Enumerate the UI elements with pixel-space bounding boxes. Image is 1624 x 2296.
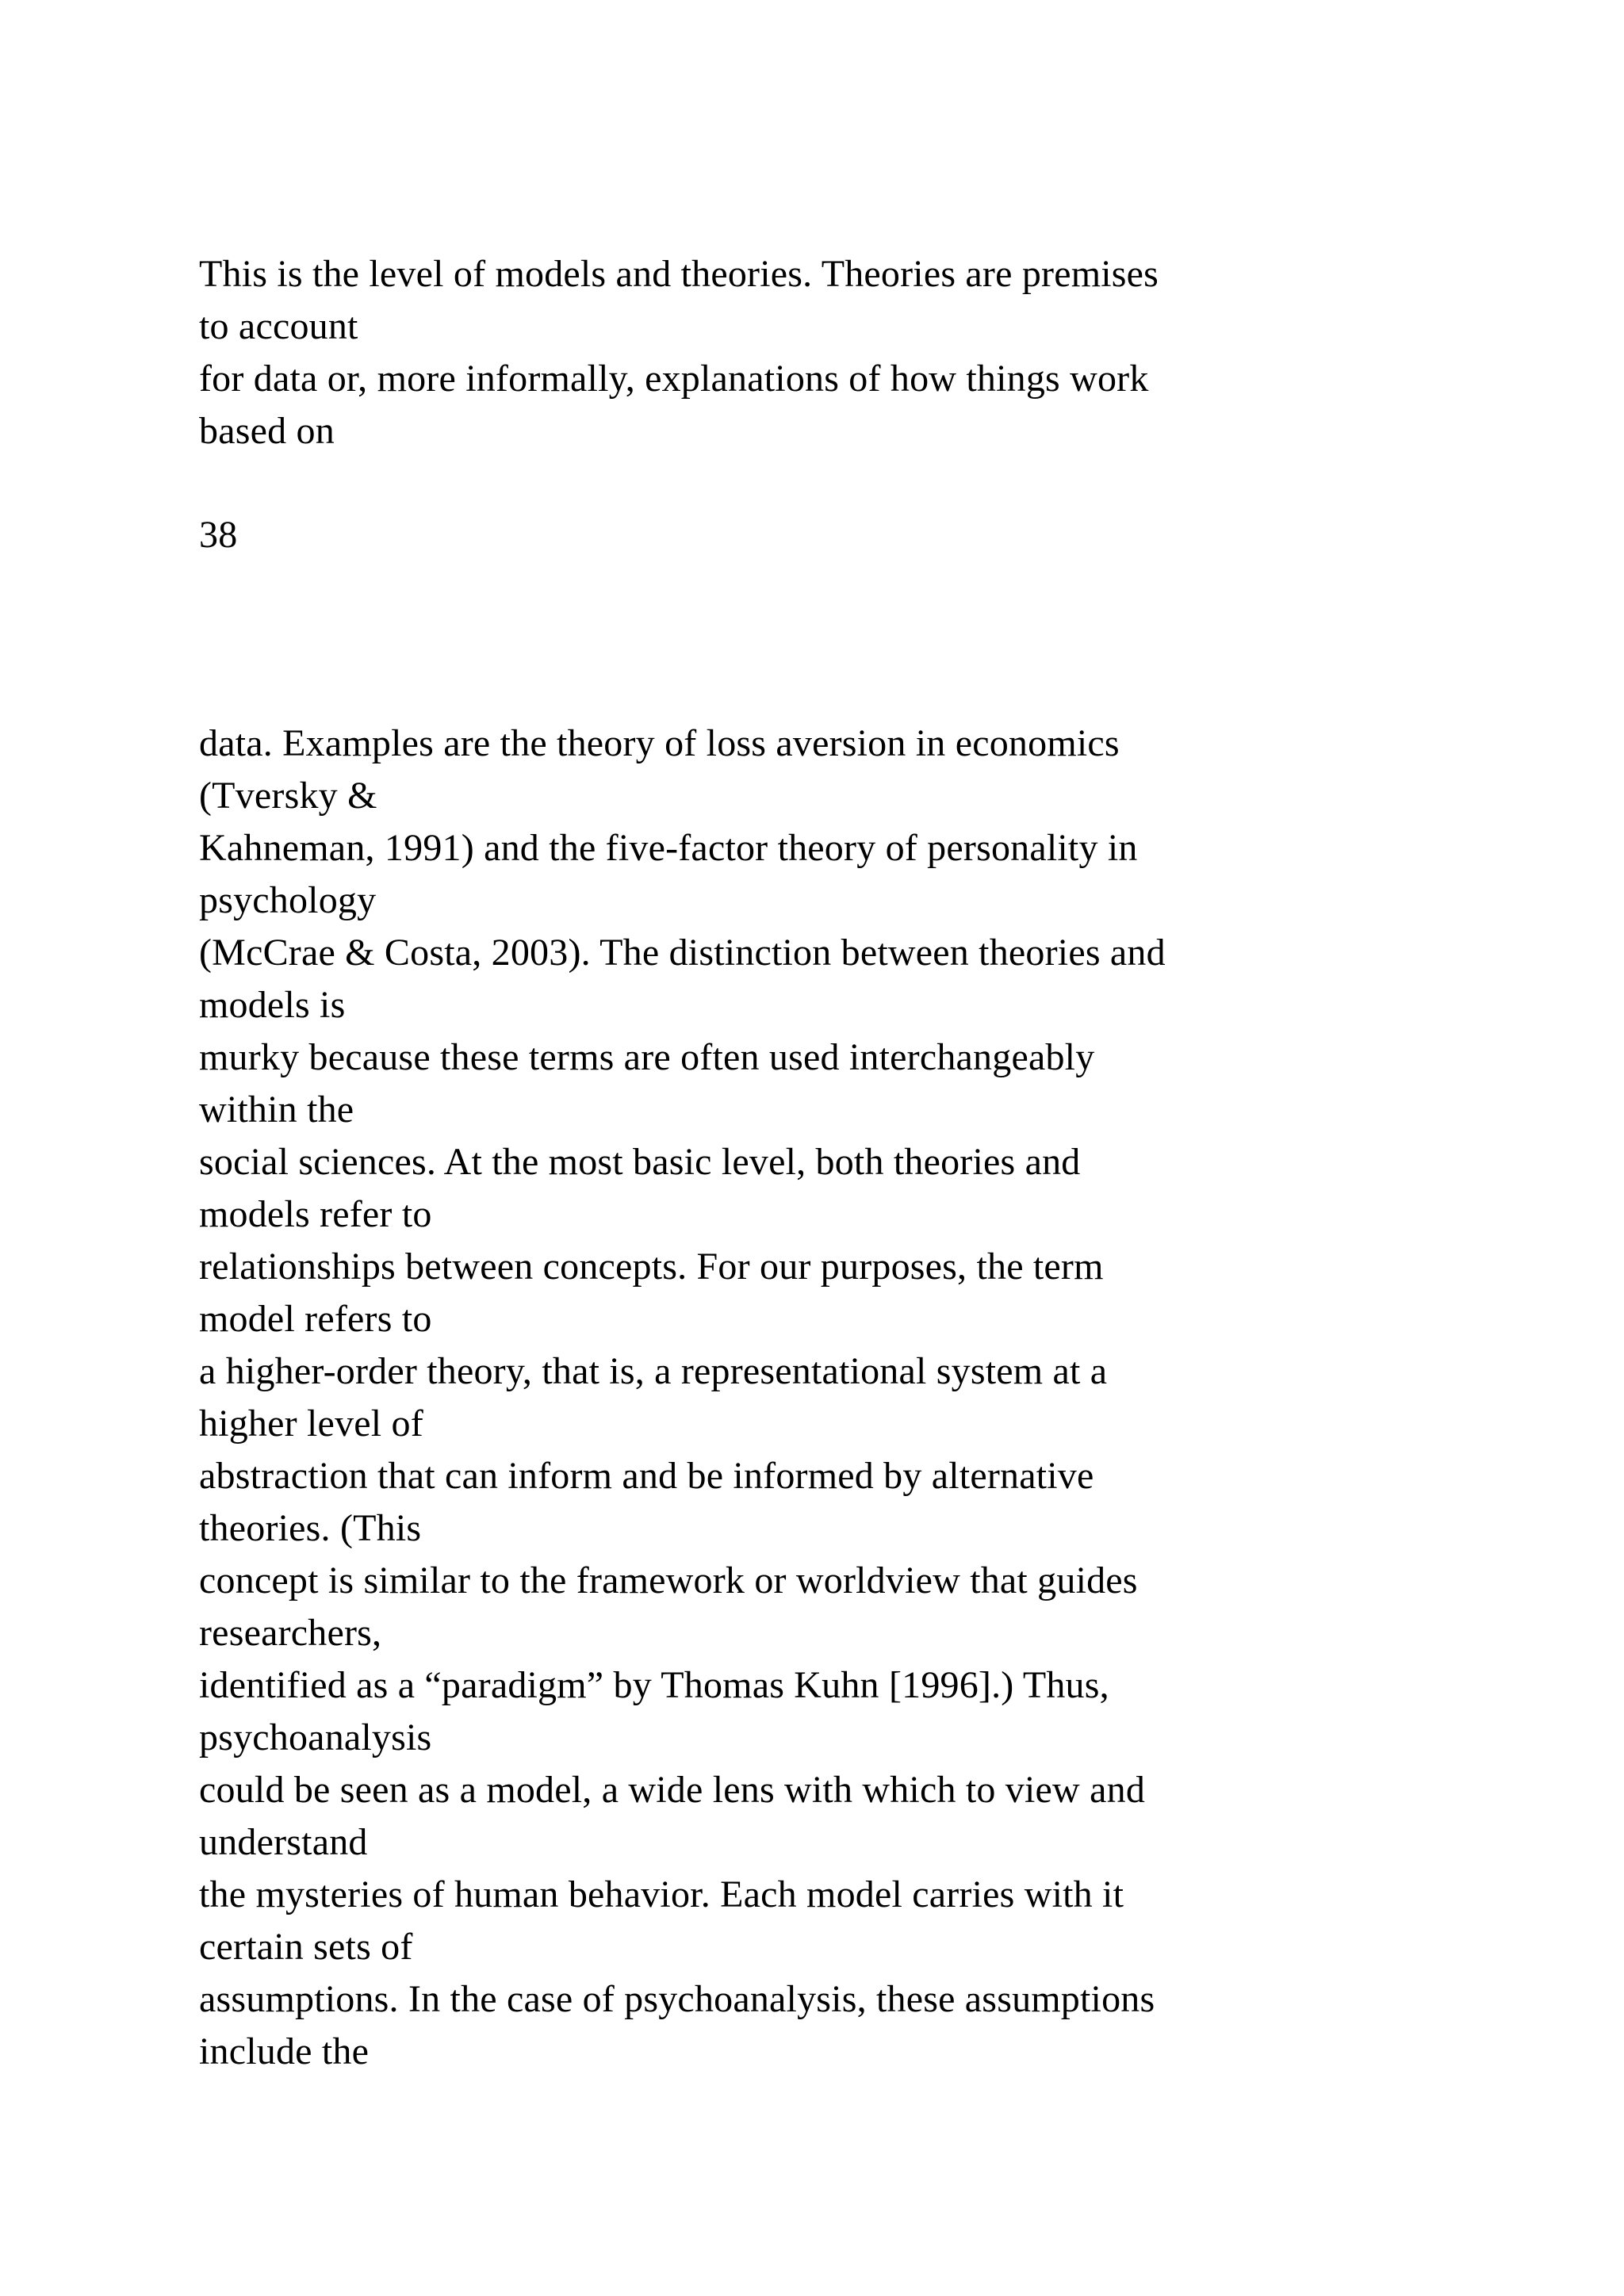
text-line: (McCrae & Costa, 2003). The distinction between theories and xyxy=(199,932,1166,974)
text-line: social sciences. At the most basic level, both theories and xyxy=(199,1141,1081,1183)
text-line: a higher-order theory, that is, a representational system at a xyxy=(199,1350,1108,1392)
text-line: understand xyxy=(199,1821,368,1863)
text-line: murky because these terms are often used interchangeably xyxy=(199,1036,1095,1078)
text-line: to account xyxy=(199,305,358,347)
text-line: the mysteries of human behavior. Each model carries with it xyxy=(199,1873,1124,1915)
text-line: Kahneman, 1991) and the five-factor theory of personality in xyxy=(199,827,1138,869)
text-line: models is xyxy=(199,984,346,1026)
text-line: models refer to xyxy=(199,1193,432,1235)
text-line: concept is similar to the framework or worldview that guides xyxy=(199,1559,1138,1601)
paragraph-top xyxy=(199,248,1547,457)
text-line: assumptions. In the case of psychoanalysis, these assumptions xyxy=(199,1978,1155,2020)
text-line: based on xyxy=(199,410,335,452)
text-line: researchers, xyxy=(199,1612,382,1654)
text-line: within the xyxy=(199,1089,354,1131)
text-line: data. Examples are the theory of loss aversion in economics xyxy=(199,722,1120,764)
text-line: relationships between concepts. For our purposes, the term xyxy=(199,1246,1104,1288)
text-line: theories. (This xyxy=(199,1507,422,1549)
page-number-text: 38 xyxy=(199,514,238,556)
text-line: include the xyxy=(199,2030,370,2072)
text-line: psychoanalysis xyxy=(199,1716,432,1758)
text-line: psychology xyxy=(199,879,377,921)
page-number xyxy=(199,509,1547,561)
text-line: certain sets of xyxy=(199,1926,413,1968)
text-line: identified as a “paradigm” by Thomas Kuhn [1996].) Thus, xyxy=(199,1664,1109,1706)
text-line: abstraction that can inform and be informed by alternative xyxy=(199,1455,1094,1497)
text-line: (Tversky & xyxy=(199,775,377,817)
text-line: for data or, more informally, explanations of how things work xyxy=(199,358,1149,400)
text-line: model refers to xyxy=(199,1298,432,1340)
text-line: This is the level of models and theories. Theories are premises xyxy=(199,253,1159,295)
paragraph-main xyxy=(199,718,1547,2078)
text-line: could be seen as a model, a wide lens with which to view and xyxy=(199,1769,1146,1811)
text-line: higher level of xyxy=(199,1402,423,1445)
